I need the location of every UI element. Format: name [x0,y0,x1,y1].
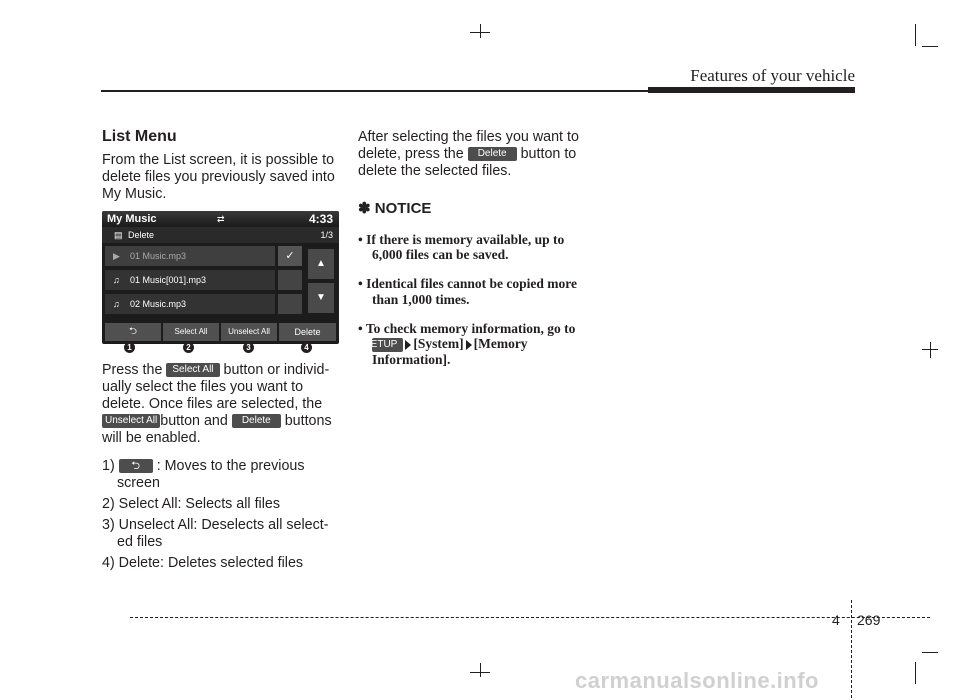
screen-top-bar [102,211,339,227]
screen-sub-bar [102,227,339,243]
screen-unselect-all-button[interactable]: Unselect All [221,323,277,341]
after-text [358,129,598,180]
crop-mark [470,32,490,33]
after-paragraph [358,129,598,180]
arrow-right-icon [405,340,411,350]
play-icon: ▶ [113,251,120,261]
notice-check-pre: • To check memory information, go to [358,320,576,336]
file-checkbox[interactable] [278,294,302,314]
select-all-button[interactable]: Select All [166,363,219,377]
list-icon: ▤ [114,230,123,240]
setup-button[interactable]: SETUP [372,338,403,352]
press-text [102,362,339,447]
list-item: 2) Select All: Selects all files [102,496,280,512]
crop-mark [930,342,931,358]
callout-4: 4 [301,342,312,353]
buttons-text: buttons will be enabled. [102,413,332,446]
callout-1: 1 [124,342,135,353]
press-paragraph [102,362,339,447]
list-item [102,458,339,492]
memory-menu: [Memory Information]. [372,336,528,367]
header-rule [101,90,649,92]
usb-icon: ⇄ [217,214,225,224]
file-row[interactable] [105,270,275,290]
file-name: 01 Music[001].mp3 [130,275,207,285]
crop-mark [480,24,481,38]
running-title: Features of your vehicle [690,66,855,85]
intro-paragraph [102,152,339,203]
press-pre: Press the [102,362,163,378]
crop-mark [922,349,938,350]
screen-select-all-button[interactable]: Select All [163,323,219,341]
notice-list [358,218,589,367]
callout-3: 3 [243,342,254,353]
list-item: 4) Delete: Deletes selected files [102,555,304,571]
screen-back-button[interactable]: ⮌ [105,323,161,341]
notice-item: • Identical files cannot be copied more than 1,000 times. [358,276,577,307]
footer-rule [130,617,930,618]
after-post: button to delete the selected files. [358,146,577,179]
file-name: 02 Music.mp3 [130,299,187,309]
crop-mark [480,663,481,677]
watermark: carmanualsonline.info [575,668,819,693]
intro-text: From the List screen, it is possible to delete files you previously saved into My Music. [102,152,335,202]
and-text: button and [160,413,228,429]
list-item-text: : Moves to the previous screen [117,458,305,491]
crop-mark [922,46,938,47]
callout-2: 2 [183,342,194,353]
list-item-number: 1) [102,458,115,474]
file-checkbox[interactable]: ✓ [278,246,302,266]
crop-mark [922,652,938,653]
page-number: 269 [857,612,881,628]
footer-separator [851,600,852,698]
system-menu: [System] [413,336,464,351]
crop-mark [915,662,916,684]
scroll-down-button[interactable]: ▼ [308,283,334,313]
arrow-right-icon [466,340,472,350]
header-rule-bar [648,87,855,93]
delete-button[interactable]: Delete [232,414,281,428]
screen-subtitle: Delete [128,230,155,240]
scroll-up-button[interactable]: ▲ [308,249,334,279]
music-note-icon: ♫ [113,275,120,285]
delete-button[interactable]: Delete [468,147,517,161]
screen-clock: 4:33 [308,212,333,226]
file-name: 01 Music.mp3 [130,251,187,261]
chapter-number: 4 [832,612,840,628]
screen-delete-button[interactable]: Delete [279,323,336,341]
back-button[interactable]: ⮌ [119,459,153,473]
crop-mark [915,24,916,46]
music-note-icon: ♫ [113,299,120,309]
file-row[interactable] [105,294,275,314]
item-list [102,458,339,572]
music-screen-illustration [102,211,339,344]
screen-title: My Music [107,213,157,225]
screen-page-indicator: 1/3 [320,230,333,240]
notice-title: ✽ NOTICE [358,200,432,217]
file-row[interactable] [105,246,275,266]
notice-item [358,321,589,368]
unselect-all-button[interactable]: Unselect All [102,414,160,428]
press-post: button or individ-ually select the files you want to delete. Once files are selected, the [102,362,330,412]
list-item: 3) Unselect All: Deselects all select-ed files [102,517,329,550]
crop-mark [470,672,490,673]
section-heading: List Menu [102,128,177,145]
file-checkbox[interactable] [278,270,302,290]
after-pre: After selecting the files you want to delete, press the [358,129,579,162]
notice-item: • If there is memory available, up to 6,000 files can be saved. [358,231,565,262]
